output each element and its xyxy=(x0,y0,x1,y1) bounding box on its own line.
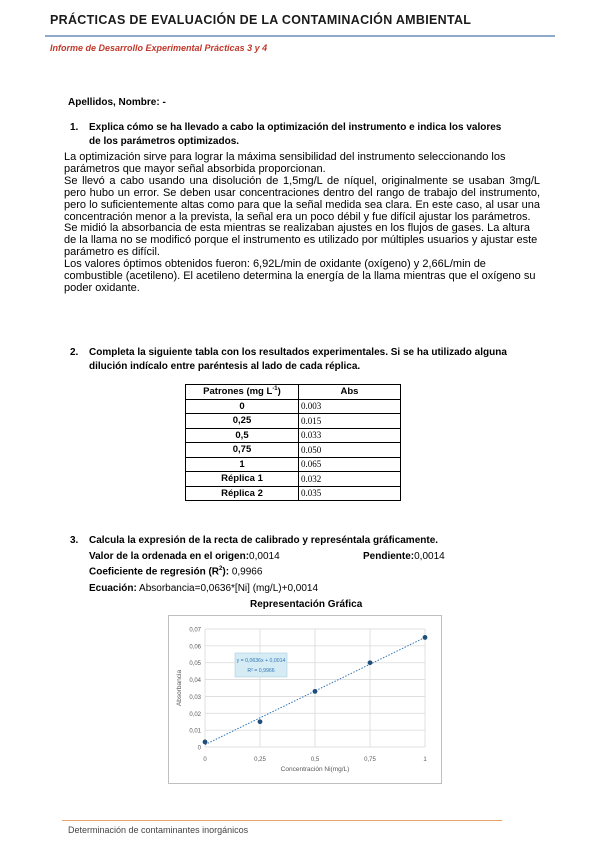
results-table xyxy=(185,384,401,501)
header-divider xyxy=(45,35,555,37)
y-tick-label: 0,02 xyxy=(189,711,201,718)
question-3-number: 3. xyxy=(70,535,79,546)
slope-value: 0,0014 xyxy=(414,551,445,562)
intercept-line xyxy=(89,551,280,562)
x-tick-label: 1 xyxy=(423,757,427,763)
calibration-chart xyxy=(168,615,442,784)
x-axis-title: Concentración Ni(mg/L) xyxy=(280,766,350,773)
slope-label: Pendiente: xyxy=(363,551,415,562)
data-point xyxy=(258,719,263,724)
r2-label-end: ): xyxy=(222,566,230,578)
question-1-line1: Explica cómo se ha llevado a cabo la optimización del instrumento e indica los valores xyxy=(89,122,502,133)
table-cell-label: 0,5 xyxy=(186,428,299,443)
data-point xyxy=(203,740,208,745)
student-name-label: Apellidos, Nombre: - xyxy=(68,97,166,108)
table-header-row xyxy=(186,385,401,400)
equation-label: Ecuación: xyxy=(89,583,137,594)
table-row xyxy=(186,457,401,472)
x-tick-label: 0,25 xyxy=(254,757,266,763)
equation-line xyxy=(89,583,318,594)
r2-chart-label: R² = 0,9966 xyxy=(247,668,275,674)
table-cell-abs: 0.033 xyxy=(299,428,401,443)
table-cell-abs: 0.032 xyxy=(299,472,401,487)
table-cell-abs: 0.050 xyxy=(299,443,401,458)
r2-label: Coeficiente de regresión (R xyxy=(89,566,220,578)
question-1-line2: de los parámetros optimizados. xyxy=(89,136,240,147)
r2-value: 0,9966 xyxy=(229,566,263,578)
table-row xyxy=(186,428,401,443)
equation-label: y = 0,0636x + 0,0014 xyxy=(236,658,286,664)
answer-paragraph: Se llevó a cabo usando una disolución de 1,5mg/L de níquel, originalmente se usaban 3mg/L pero hubo un error. Se deben usar concentraciones dentro del rango de trabajo del instrumento, pero lo suficientemente altas como para que la señal medida sea clara. En este caso, al usar una concentración menor a la prevista, la señal era un poco débil y fue difícil ajustar los parámetros. xyxy=(64,174,540,223)
x-tick-label: 0,5 xyxy=(310,757,320,763)
calibration-chart-svg xyxy=(169,616,441,783)
table-row xyxy=(186,472,401,487)
table-cell-abs: 0.065 xyxy=(299,457,401,472)
answer-paragraph: La optimización sirve para lograr la máxima sensibilidad del instrumento seleccionando los parámetros que mayor señal absorbida proporcionan. xyxy=(64,151,506,175)
document-header-title: PRÁCTICAS DE EVALUACIÓN DE LA CONTAMINACIÓN AMBIENTAL xyxy=(50,13,472,27)
table-cell-label: 0,75 xyxy=(186,443,299,458)
table-row xyxy=(186,443,401,458)
y-tick-label: 0,01 xyxy=(189,728,201,735)
chart-heading: Representación Gráfica xyxy=(250,599,363,610)
footer-divider xyxy=(62,820,502,821)
table-cell-abs: 0.015 xyxy=(299,414,401,429)
intercept-value: 0,0014 xyxy=(249,551,280,562)
table-row xyxy=(186,414,401,429)
table-header-patrones: Patrones (mg $L^{-1}$) xyxy=(186,385,299,400)
y-tick-label: 0,03 xyxy=(189,694,201,701)
table-cell-abs: 0.035 xyxy=(299,486,401,501)
table-row xyxy=(186,486,401,501)
data-point xyxy=(368,660,373,665)
table-header-abs: Abs xyxy=(299,385,401,400)
slope-line xyxy=(363,551,445,562)
table-cell-label: 0 xyxy=(186,399,299,414)
question-2-number: 2. xyxy=(70,347,79,358)
data-point xyxy=(423,635,428,640)
y-tick-label: 0,06 xyxy=(189,644,201,651)
r2-superscript: 2 xyxy=(219,566,223,572)
intercept-label: Valor de la ordenada en el origen: xyxy=(89,551,250,562)
question-2-line1: Completa la siguiente tabla con los resultados experimentales. Si se ha utilizado alguna xyxy=(89,347,507,358)
question-1-answer xyxy=(64,152,540,295)
x-tick-label: 0 xyxy=(203,757,207,763)
question-2-line2: dilución indícalo entre paréntesis al lado de cada réplica. xyxy=(89,361,361,372)
footer-text: Determinación de contaminantes inorgánicos xyxy=(68,825,249,835)
data-point xyxy=(313,689,318,694)
x-tick-label: 0,75 xyxy=(364,757,376,763)
y-tick-label: 0,07 xyxy=(189,627,201,634)
question-3-line1: Calcula la expresión de la recta de calibrado y represéntala gráficamente. xyxy=(89,535,439,546)
r2-line xyxy=(89,566,262,577)
document-header-subtitle: Informe de Desarrollo Experimental Prácticas 3 y 4 xyxy=(50,43,268,53)
y-tick-label: 0,04 xyxy=(189,678,201,685)
y-tick-label: 0 xyxy=(197,745,201,752)
y-axis-title: Absorbancia xyxy=(176,669,183,707)
answer-paragraph: Se midió la absorbancia de esta mientras se realizaban ajustes en los flujos de gases. La altura de la llama no se modificó porque el instrumento es utilizado por múltiples usuarios y ajustar este parámetro es difícil. xyxy=(64,222,538,259)
question-1-number: 1. xyxy=(70,122,79,133)
table-row xyxy=(186,399,401,414)
table-cell-label: 0,25 xyxy=(186,414,299,429)
table-cell-abs: 0.003 xyxy=(299,399,401,414)
table-cell-label: Réplica 1 xyxy=(186,472,299,487)
table-cell-label: 1 xyxy=(186,457,299,472)
equation-value: Absorbancia=0,0636*[Ni] (mg/L)+0,0014 xyxy=(136,583,319,594)
table-cell-label: Réplica 2 xyxy=(186,486,299,501)
answer-paragraph: Los valores óptimos obtenidos fueron: 6,92L/min de oxidante (oxígeno) y 2,66L/min de combustible (acetileno). El acetileno determina la energía de la llama mientras que el oxígeno su poder oxidante. xyxy=(64,258,536,294)
y-tick-label: 0,05 xyxy=(189,661,201,668)
